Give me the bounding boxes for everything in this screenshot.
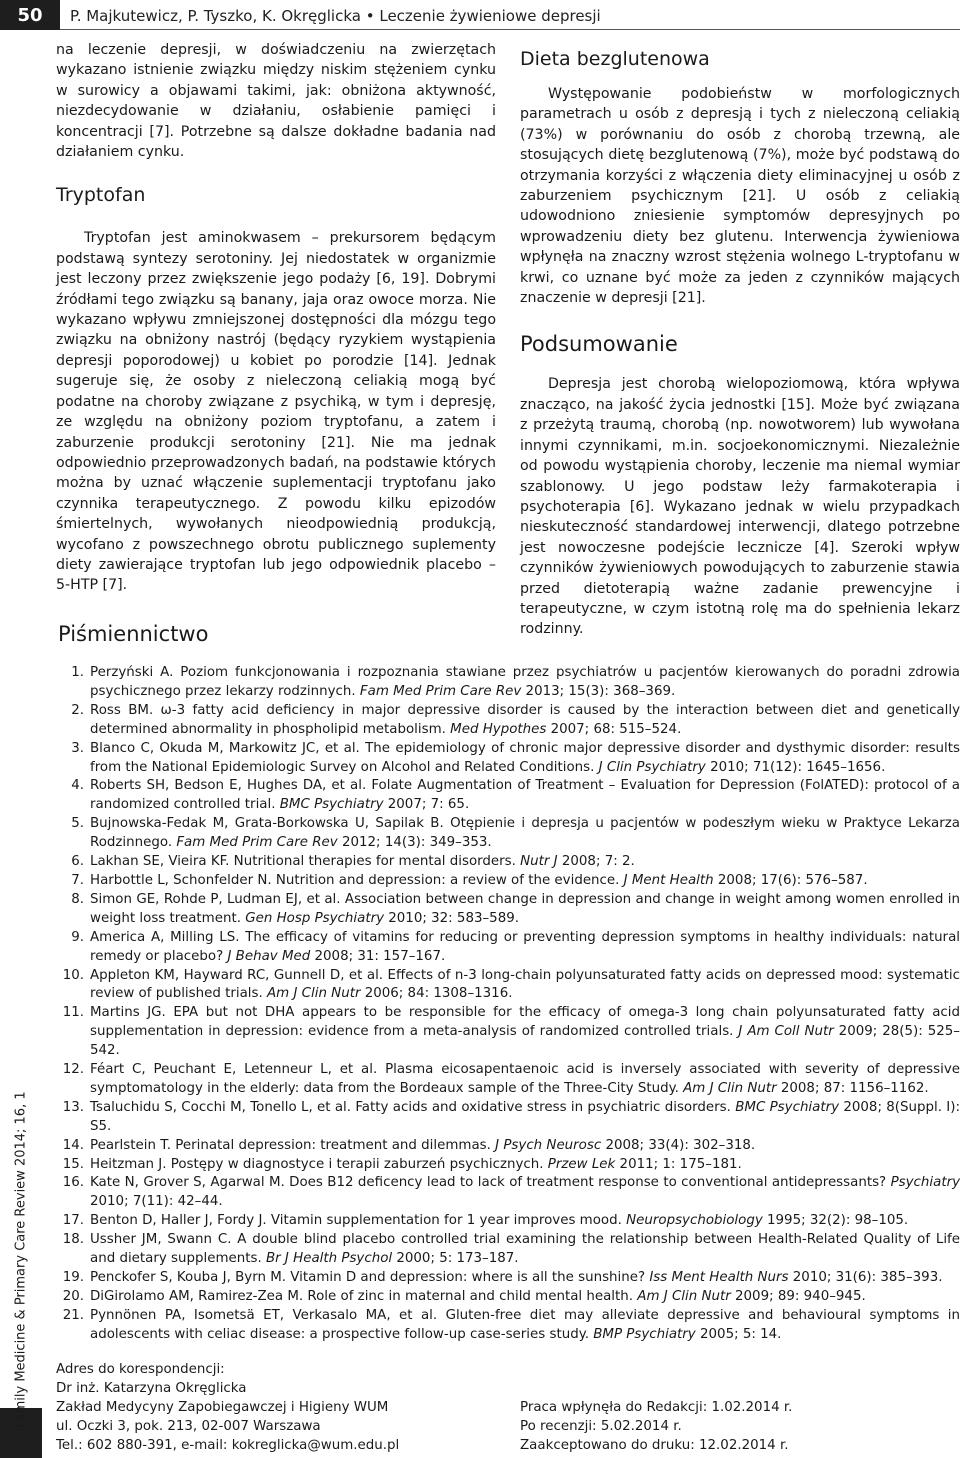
reference-text: Appleton KM, Hayward RC, Gunnell D, et al. Effects of n-3 long-chain polyunsaturated fatty acids on depressed mood: systematic review of published trials. [90, 967, 960, 1002]
reference-text: Ussher JM, Swann C. A double blind placebo controlled trial examining the relationship between Health-Related Quality of Life and dietary supplements. [90, 1232, 960, 1267]
reference-text: Harbottle L, Schonfelder N. Nutrition and depression: a review of the evidence. [90, 872, 624, 888]
reference-tail: 2008; 8(Suppl. I): S5. [90, 1099, 960, 1134]
reference-number: 21. [62, 1307, 84, 1323]
reference-journal: J Psych Neurosc [495, 1137, 602, 1153]
reference-tail: 2006; 84: 1308–1316. [360, 986, 513, 1002]
reference-text: Benton D, Haller J, Fordy J. Vitamin supplementation for 1 year improves mood. [90, 1213, 627, 1229]
reference-text: Martins JG. EPA but not DHA appears to be responsible for the efficacy of omega-3 long chain polyunsaturated fatty acid supplementation in depression: evidence from a meta-analysis of randomized controlled trials. [90, 1005, 960, 1040]
date-reviewed: Po recenzji: 5.02.2014 r. [520, 1419, 682, 1434]
reference-item [56, 740, 960, 778]
reference-number: 13. [62, 1099, 84, 1115]
reference-journal: J Am Coll Nutr [738, 1024, 834, 1040]
reference-journal: Am J Clin Nutr [266, 986, 361, 1002]
reference-item [56, 853, 960, 872]
reference-tail: 2000; 5: 173–187. [392, 1251, 519, 1267]
reference-item [56, 1269, 960, 1288]
reference-item [56, 1212, 960, 1231]
reference-text: Penckofer S, Kouba J, Byrn M. Vitamin D and depression: where is all the sunshine? [90, 1270, 650, 1285]
reference-item [56, 1137, 960, 1156]
reference-number: 4. [71, 778, 84, 794]
reference-tail: 2005; 5: 14. [695, 1326, 782, 1342]
reference-number: 16. [62, 1175, 84, 1191]
reference-journal: BMC Psychiatry [279, 797, 384, 813]
correspondence-institution: Zakład Medycyny Zapobiegawczej i Higieny WUM [56, 1400, 389, 1415]
correspondence-label: Adres do korespondencji: [56, 1362, 225, 1377]
podsumowanie-heading: Podsumowanie [520, 332, 678, 357]
reference-number: 20. [62, 1288, 84, 1304]
reference-journal: Med Hypothes [450, 721, 547, 737]
reference-number: 15. [62, 1156, 84, 1172]
reference-tail: 1995; 32(2): 98–105. [762, 1213, 909, 1229]
header-rule [60, 29, 960, 30]
correspondence-name: Dr inż. Katarzyna Okręglicka [56, 1381, 247, 1396]
page-number: 50 [0, 0, 60, 30]
reference-text: Féart C, Peuchant E, Letenneur L, et al. Plasma eicosapentaenoic acid is inversely associated with severity of depressive symptomatology in the elderly: data from the Bordeaux sample of the Three-City Study. [90, 1062, 960, 1096]
reference-tail: 2010; 7(11): 42–44. [90, 1194, 223, 1210]
reference-text: Simon GE, Rohde P, Ludman EJ, et al. Association between change in depression and change in weight among women enrolled in weight loss treatment. [90, 891, 960, 926]
reference-number: 2. [71, 702, 84, 718]
left-paragraph-1: na leczenie depresji, w doświadczeniu na zwierzętach wykazano istnienie związku między niskim stężeniem cynku w surowicy a objawami takimi, jak: obniżona aktywność, niezdecydowanie w działaniu, osłabienie pamięci i koncentracji [7]. Potrzebne są dalsze dokładne badania nad działaniem cynku. [56, 42, 496, 161]
date-received: Praca wpłynęła do Redakcji: 1.02.2014 r. [520, 1400, 793, 1415]
reference-item [56, 1288, 960, 1307]
references-heading: Piśmiennictwo [58, 622, 209, 646]
reference-journal: Nutr J [520, 854, 558, 870]
reference-tail: 2008; 87: 1156–1162. [776, 1080, 929, 1096]
reference-number: 8. [71, 891, 84, 907]
left-column [56, 40, 496, 596]
reference-number: 17. [62, 1213, 84, 1229]
reference-item [56, 1004, 960, 1061]
reference-number: 10. [62, 967, 84, 983]
reference-number: 5. [71, 816, 84, 832]
reference-text: Lakhan SE, Vieira KF. Nutritional therapies for mental disorders. [90, 854, 521, 870]
reference-item [56, 777, 960, 815]
reference-journal: Am J Clin Nutr [683, 1080, 777, 1096]
reference-number: 11. [62, 1005, 84, 1021]
reference-item [56, 1061, 960, 1099]
reference-journal: Am J Clin Nutr [637, 1288, 731, 1304]
reference-item [56, 702, 960, 740]
reference-text: Perzyński A. Poziom funkcjonowania i rozpoznania stawiane przez psychiatrów u pacjentów kierowanych do poradni zdrowia psychicznego przez lekarzy rodzinnych. [90, 665, 960, 699]
reference-tail: 2010; 31(6): 385–393. [788, 1270, 943, 1285]
reference-text: Kate N, Grover S, Agarwal M. Does B12 deficency lead to lack of treatment response to conventional antidepressants? [90, 1175, 891, 1191]
reference-tail: 2008; 17(6): 576–587. [713, 872, 868, 888]
reference-text: Pearlstein T. Perinatal depression: treatment and dilemmas. [90, 1137, 496, 1153]
reference-journal: Przew Lek [547, 1156, 616, 1172]
reference-text: America A, Milling LS. The efficacy of vitamins for reducing or preventing depression symptoms in healthy individuals: natural remedy or placebo? [90, 929, 960, 964]
reference-text: Roberts SH, Bedson E, Hughes DA, et al. Folate Augmentation of Treatment – Evaluation for Depression (FolATED): protocol of a randomized controlled trial. [90, 778, 960, 813]
reference-item [56, 1156, 960, 1175]
reference-tail: 2009; 28(5): 525–542. [90, 1024, 960, 1059]
reference-item [56, 967, 960, 1005]
reference-tail: 2009; 89: 940–945. [730, 1288, 866, 1304]
journal-side-label-wrap [0, 1060, 42, 1458]
reference-number: 19. [62, 1270, 84, 1285]
reference-journal: Fam Med Prim Care Rev [176, 835, 338, 851]
reference-number: 1. [71, 665, 84, 680]
reference-item [56, 815, 960, 853]
reference-item [56, 664, 960, 702]
reference-tail: 2011; 1: 175–181. [615, 1156, 742, 1172]
reference-tail: 2007; 7: 65. [383, 797, 470, 813]
reference-text: Pynnönen PA, Isometsä ET, Verkasalo MA, et al. Gluten-free diet may alleviate depressive and behavioural symptoms in adolescents with celiac disease: a prospective follow-up case-series study. [90, 1307, 960, 1342]
reference-item [56, 1307, 960, 1345]
right-column [520, 48, 960, 640]
reference-journal: BMP Psychiatry [593, 1326, 696, 1342]
reference-tail: 2012; 14(3): 349–353. [337, 835, 492, 851]
dates-block [520, 1398, 940, 1455]
correspondence-contact: Tel.: 602 880-391, e-mail: kokreglicka@wum.edu.pl [56, 1438, 400, 1453]
reference-number: 3. [71, 740, 84, 756]
reference-item [56, 929, 960, 967]
reference-number: 18. [62, 1232, 84, 1248]
reference-journal: BMC Psychiatry [735, 1099, 840, 1115]
date-accepted: Zaakceptowano do druku: 12.02.2014 r. [520, 1438, 789, 1453]
reference-journal: Fam Med Prim Care Rev [359, 683, 522, 699]
journal-side-label: Family Medicine & Primary Care Review 2014; 16, 1 [13, 1090, 29, 1428]
tryptofan-heading: Tryptofan [56, 184, 146, 207]
reference-tail: 2008; 7: 2. [557, 854, 635, 870]
reference-number: 14. [62, 1137, 84, 1153]
left-paragraph-2: Tryptofan jest aminokwasem – prekursorem będącym podstawą syntezy serotoniny. Jej niedostatek w organizmie jest leczony przez zwiększenie jego podaży [6, 19]. Dobrymi źródłami tego związku są banany, jaja oraz owoce morza. Nie wykazano wpływu zmniejszonej dostępności dla mózgu tego związku na obniżony nastrój (będący ryzykiem wystąpienia depresji poporodowej) u kobiet po porodzie [14]. Jednak sugeruje się, że osoby z nieleczoną celiakią mogą być podatne na choroby związane z psychiką, w tym i depresję, ze względu na obniżony poziom tryptofanu, a zatem i zaburzenie produkcji serotoniny [21]. Nie ma jednak odpowiednio przeprowadzonych badań, na podstawie których można by uznać włączenie suplementacji tryptofanu jako czynnika terapeutycznego. Z powodu kilku epizodów śmiertelnych, wywołanych nieodpowiednią produkcją, wycofano z powszechnego obrotu publicznego suplementy diety zawierające tryptofan lub jego odpowiednik placebo – 5-HTP [7]. [56, 230, 496, 594]
reference-item [56, 1099, 960, 1137]
reference-journal: J Ment Health [623, 872, 714, 888]
reference-number: 7. [71, 872, 84, 888]
reference-tail: 2008; 31: 157–167. [310, 948, 446, 964]
reference-text: Blanco C, Okuda M, Markowitz JC, et al. The epidemiology of chronic major depressive disorder and dysthymic disorder: results from the National Epidemiologic Survey on Alcohol and Related Conditions. [90, 740, 960, 775]
right-paragraph-2: Depresja jest chorobą wielopoziomową, która wpływa znacząco, na jakość życia jednostki [15]. Może być związana z przeżytą traumą, chorobą (np. nowotworem) lub wywołana innymi czynnikami, m.in. socjoekonomicznymi. Niezależnie od powodu wystąpienia choroby, leczenie ma niemal wymiar szablonowy. U jego podstaw leży farmakoterapia i psychoterapia [6]. Wykazano jednak w wielu przypadkach nieskuteczność standardowej interwencji, dlatego potrzebne jest nowoczesne podejście lecznicze [4]. Szeroki wpływ czynników żywieniowych powodujących to zaburzenie stawia przed dietoterapią ważne zadanie prewencyjne i terapeutyczne, w czym istotną rolę ma do spełnienia lekarz rodzinny. [520, 376, 960, 638]
correspondence-block [56, 1360, 476, 1455]
running-header: P. Majkutewicz, P. Tyszko, K. Okręglicka • Leczenie żywieniowe depresji [70, 7, 601, 25]
reference-journal: J Clin Psychiatry [598, 759, 706, 775]
reference-text: Ross BM. ω-3 fatty acid deficiency in major depressive disorder is caused by the interaction between diet and genetically determined abnormality in phospholipid metabolism. [90, 702, 960, 737]
reference-journal: Br J Health Psychol [265, 1251, 393, 1267]
reference-text: Tsaluchidu S, Cocchi M, Tonello L, et al. Fatty acids and oxidative stress in psychiatric disorders. [90, 1099, 736, 1115]
reference-tail: 2007; 68: 515–524. [546, 721, 682, 737]
reference-journal: J Behav Med [227, 948, 311, 964]
reference-item [56, 891, 960, 929]
right-paragraph-1: Występowanie podobieństw w morfologicznych parametrach u osób z depresją i tych z nieleczoną celiakią (73%) w porównaniu do osób z chorobą trzewną, ale stosujących dietę bezglutenową (7%), może być podstawą do otrzymania korzyści z włączenia diety eliminacyjnej u osób z zaburzeniem psychicznym [21]. U osób z celiakią udowodniono zniesienie symptomów depresyjnych po wprowadzeniu diety bez glutenu. Interwencja żywieniowa wpłynęła na znaczny wzrost stężenia wolnego L-tryptofanu w krwi, co uznane być może za jeden z czynników mających znaczenie w depresji [21]. [520, 86, 960, 307]
reference-item [56, 1174, 960, 1212]
reference-item [56, 1231, 960, 1269]
reference-journal: Neuropsychobiology [626, 1213, 763, 1229]
reference-item [56, 872, 960, 891]
reference-number: 12. [62, 1062, 84, 1078]
reference-journal: Gen Hosp Psychiatry [245, 910, 385, 926]
references-list [56, 664, 960, 1345]
reference-text: Heitzman J. Postępy w diagnostyce i terapii zaburzeń psychicznych. [90, 1156, 548, 1172]
reference-tail: 2010; 32: 583–589. [384, 910, 519, 926]
reference-tail: 2010; 71(12): 1645–1656. [705, 759, 886, 775]
reference-text: DiGirolamo AM, Ramirez-Zea M. Role of zinc in maternal and child mental health. [90, 1288, 638, 1304]
reference-text: Bujnowska-Fedak M, Grata-Borkowska U, Sapilak B. Otępienie i depresja u pacjentów w podeszłym wieku w Praktyce Lekarza Rodzinnego. [90, 816, 960, 851]
correspondence-address: ul. Oczki 3, pok. 213, 02-007 Warszawa [56, 1419, 321, 1434]
reference-journal: Iss Ment Health Nurs [649, 1270, 789, 1285]
reference-number: 9. [71, 929, 84, 945]
reference-journal: Psychiatry [890, 1175, 960, 1191]
dieta-heading: Dieta bezglutenowa [520, 48, 710, 70]
reference-tail: 2013; 15(3): 368–369. [521, 683, 676, 699]
reference-number: 6. [71, 854, 84, 870]
reference-tail: 2008; 33(4): 302–318. [601, 1137, 756, 1153]
